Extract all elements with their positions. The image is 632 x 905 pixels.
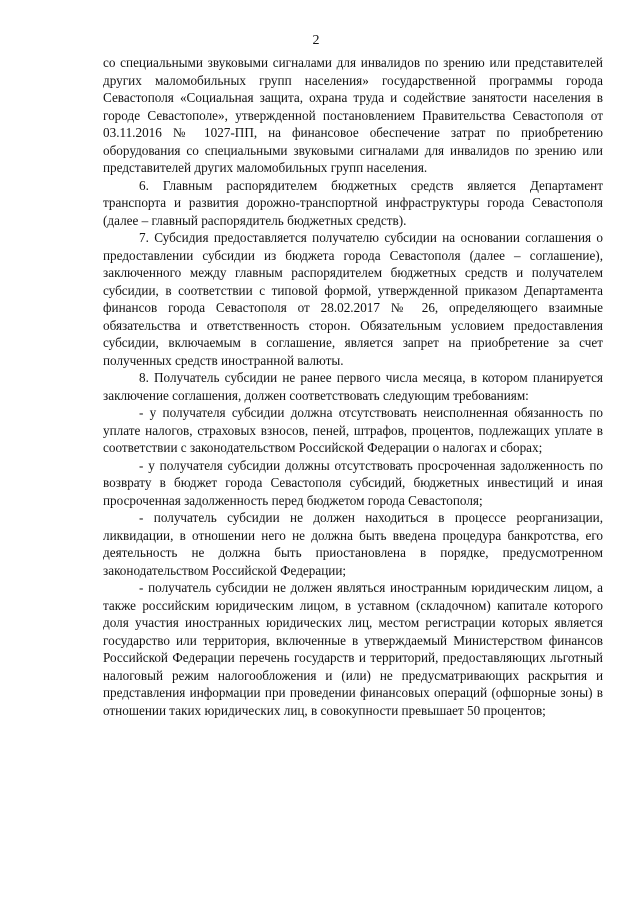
page-number: 2 xyxy=(312,33,320,48)
requirement-item-foreign-entity: - получатель субсидии не должен являться иностранным юридическим лицом, а также российским юридическим лицом, в уставном (складочном) капитале которого доля участия иностранных юридических лиц, местом регистрации которых является государство или территория, включенные в утверждаемый Министерством финансов Российской Федерации перечень государств и территорий, предоставляющих льготный налоговый режим налогообложения и (или) не предусматривающих раскрытия и представления информации при проведении финансовых операций (офшорные зоны) в отношении таких юридических лиц, в совокупности превышает 50 процентов; xyxy=(103,580,603,718)
paragraph-6: 6. Главным распорядителем бюджетных средств является Департамент транспорта и развития дорожно-транспортной инфраструктуры города Севастополя (далее – главный распорядитель бюджетных средств). xyxy=(103,177,603,228)
paragraph-continuation: со специальными звуковыми сигналами для инвалидов по зрению или представителей других маломобильных групп населения» государственной программы города Севастополя «Социальная защита, охрана труда и содействие занятости населения в городе Севастополе», утвержденной постановлением Правительства Севастополя от 03.11.2016 № 1027-ПП, на финансовое обеспечение затрат по приобретению оборудования со специальными звуковыми сигналами для инвалидов по зрению или представителей других маломобильных групп населения. xyxy=(103,55,603,175)
paragraph-8: 8. Получатель субсидии не ранее первого числа месяца, в котором планируется заключение соглашения, должен соответствовать следующим требованиям: xyxy=(103,370,603,403)
document-body xyxy=(103,54,603,719)
requirement-item-reorganization: - получатель субсидии не должен находиться в процессе реорганизации, ликвидации, в отношении него не должна быть введена процедура банкротства, его деятельность не должна быть приостановлена в порядке, предусмотренном законодательством Российской Федерации; xyxy=(103,510,603,578)
requirement-item-debt: - у получателя субсидии должны отсутствовать просроченная задолженность по возврату в бюджет города Севастополя субсидий, бюджетных инвестиций и иная просроченная задолженность перед бюджетом города Севастополя; xyxy=(103,457,603,508)
requirement-item-taxes: - у получателя субсидии должна отсутствовать неисполненная обязанность по уплате налогов, страховых взносов, пеней, штрафов, процентов, подлежащих уплате в соответствии с законодательством Российской Федерации о налогах и сборах; xyxy=(103,405,603,455)
paragraph-7: 7. Субсидия предоставляется получателю субсидии на основании соглашения о предоставлении субсидии из бюджета города Севастополя (далее – соглашение), заключенного между главным распорядителем бюджетных средств и получателем субсидии, в соответствии с типовой формой, утвержденной приказом Департамента финансов города Севастополя от 28.02.2017 № 26, определяющего взаимные обязательства и ответственность сторон. Обязательным условием предоставления субсидии, включаемым в соглашение, является запрет на приобретение за счет полученных средств иностранной валюты. xyxy=(103,230,603,368)
